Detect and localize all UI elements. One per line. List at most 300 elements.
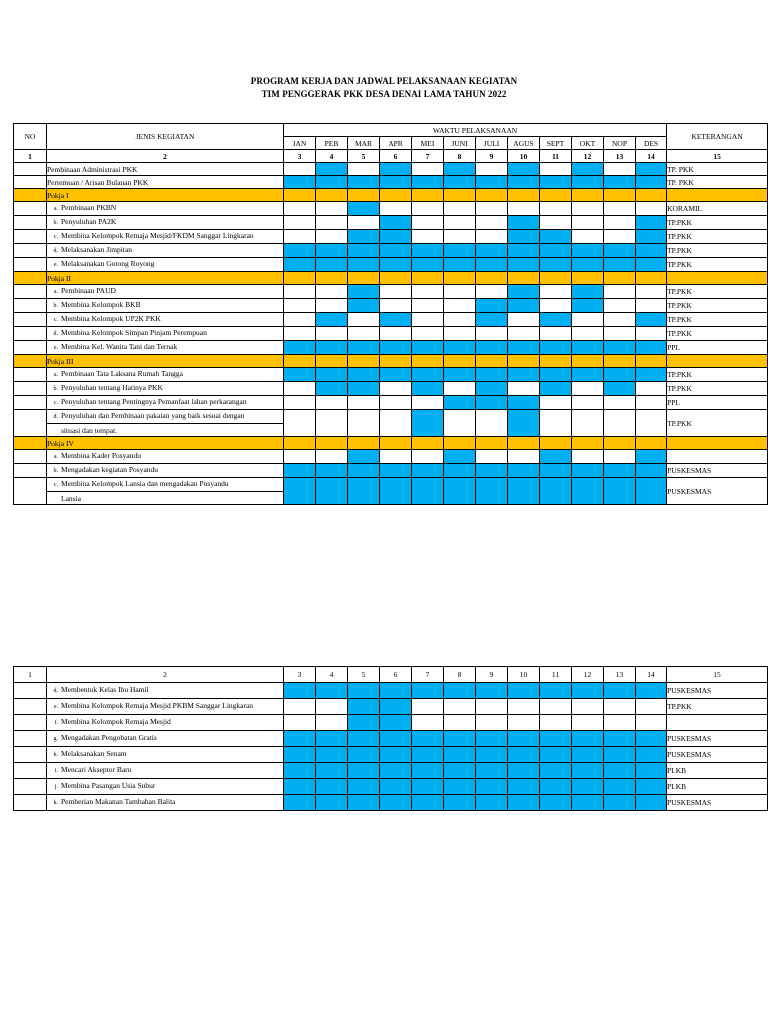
month-cell	[572, 313, 604, 327]
month-cell	[444, 450, 476, 464]
column-number: 4	[316, 150, 348, 163]
month-cell	[540, 450, 572, 464]
month-cell	[348, 464, 380, 478]
month-cell	[540, 202, 572, 216]
month-cell	[572, 779, 604, 795]
row-no	[14, 341, 47, 355]
item-letter: i.	[54, 768, 58, 774]
month-cell	[636, 779, 667, 795]
month-cell	[412, 285, 444, 299]
month-cell	[444, 464, 476, 478]
activity-name	[47, 216, 284, 230]
activity-row	[14, 747, 768, 763]
month-cell	[540, 763, 572, 779]
month-cell	[380, 410, 412, 437]
month-cell	[540, 176, 572, 189]
month-cell	[508, 202, 540, 216]
activity-name	[47, 747, 284, 763]
month-cell	[348, 410, 380, 437]
month-cell	[412, 202, 444, 216]
month-cell	[476, 258, 508, 272]
month-cell	[636, 478, 667, 505]
month-cell	[636, 410, 667, 437]
month-cell	[284, 763, 316, 779]
month-cell	[284, 163, 316, 176]
month-cell	[636, 327, 667, 341]
activity-name	[47, 731, 284, 747]
item-letter: b.	[53, 303, 58, 309]
column-number: 14	[636, 667, 667, 683]
month-cell	[508, 341, 540, 355]
month-cell	[380, 478, 412, 505]
month-cell	[348, 230, 380, 244]
month-cell	[380, 683, 412, 699]
column-number-row	[14, 150, 768, 163]
month-cell	[380, 731, 412, 747]
row-no	[14, 683, 47, 699]
month-cell	[412, 230, 444, 244]
item-letter: f.	[54, 720, 58, 726]
month-cell	[284, 747, 316, 763]
activity-row	[14, 779, 768, 795]
activity-name	[47, 244, 284, 258]
month-header: MAR	[348, 137, 380, 150]
month-cell	[572, 327, 604, 341]
month-cell	[444, 731, 476, 747]
month-cell	[284, 258, 316, 272]
month-cell	[316, 176, 348, 189]
column-number: 10	[508, 150, 540, 163]
section-fill	[348, 189, 380, 202]
section-fill	[348, 272, 380, 285]
month-cell	[476, 299, 508, 313]
keterangan: PPL	[667, 341, 768, 355]
month-cell	[316, 368, 348, 382]
month-cell	[508, 396, 540, 410]
keterangan: TP.PKK	[667, 368, 768, 382]
item-letter: a.	[53, 372, 58, 378]
month-cell	[540, 258, 572, 272]
section-fill	[604, 189, 636, 202]
item-letter: a.	[53, 289, 58, 295]
row-no	[14, 795, 47, 811]
month-cell	[348, 450, 380, 464]
row-no	[14, 230, 47, 244]
section-fill	[476, 272, 508, 285]
month-cell	[540, 368, 572, 382]
column-number: 12	[572, 667, 604, 683]
month-cell	[284, 341, 316, 355]
column-number: 11	[540, 667, 572, 683]
month-cell	[572, 731, 604, 747]
month-cell	[412, 450, 444, 464]
month-cell	[604, 176, 636, 189]
month-cell	[540, 341, 572, 355]
keterangan: PUSKESMAS	[667, 731, 768, 747]
activity-name	[47, 341, 284, 355]
month-cell	[348, 715, 380, 731]
month-cell	[508, 299, 540, 313]
row-no	[14, 313, 47, 327]
item-letter: c.	[53, 317, 58, 323]
month-cell	[316, 410, 348, 437]
month-cell	[508, 795, 540, 811]
activity-name	[47, 327, 284, 341]
keterangan: PUSKESMAS	[667, 464, 768, 478]
month-cell	[604, 683, 636, 699]
month-cell	[476, 285, 508, 299]
month-cell	[604, 779, 636, 795]
activity-name	[47, 699, 284, 715]
month-cell	[284, 410, 316, 437]
section-label: Pokja III	[47, 355, 284, 368]
month-cell	[412, 299, 444, 313]
month-cell	[540, 715, 572, 731]
month-cell	[508, 244, 540, 258]
month-cell	[412, 382, 444, 396]
month-cell	[636, 699, 667, 715]
month-cell	[636, 202, 667, 216]
schedule-table	[13, 123, 768, 505]
keterangan: PLKB	[667, 779, 768, 795]
row-no	[14, 202, 47, 216]
column-number: 6	[380, 150, 412, 163]
month-cell	[284, 478, 316, 505]
month-cell	[348, 731, 380, 747]
column-number: 6	[380, 667, 412, 683]
month-cell	[540, 396, 572, 410]
month-cell	[540, 163, 572, 176]
activity-name	[47, 410, 284, 424]
section-no	[14, 355, 47, 368]
row-no	[14, 327, 47, 341]
column-number-row	[14, 667, 768, 683]
keterangan: TP. PKK	[667, 176, 768, 189]
row-no	[14, 285, 47, 299]
section-fill	[380, 437, 412, 450]
activity-name	[47, 683, 284, 699]
month-cell	[380, 779, 412, 795]
activity-row	[14, 763, 768, 779]
month-cell	[316, 341, 348, 355]
column-number: 12	[572, 150, 604, 163]
month-cell	[444, 382, 476, 396]
month-cell	[380, 795, 412, 811]
activity-row	[14, 163, 768, 176]
month-cell	[380, 715, 412, 731]
month-cell	[508, 715, 540, 731]
item-letter: e.	[53, 345, 58, 351]
activity-row	[14, 731, 768, 747]
month-cell	[540, 230, 572, 244]
section-fill	[636, 189, 667, 202]
keterangan	[667, 715, 768, 731]
column-number: 2	[47, 150, 284, 163]
month-cell	[604, 285, 636, 299]
section-row	[14, 189, 768, 202]
section-fill	[604, 355, 636, 368]
month-cell	[572, 216, 604, 230]
activity-row	[14, 478, 768, 492]
section-fill	[412, 437, 444, 450]
month-cell	[636, 747, 667, 763]
header-jenis: JENIS KEGIATAN	[47, 124, 284, 150]
activity-row	[14, 699, 768, 715]
month-cell	[316, 747, 348, 763]
month-cell	[444, 202, 476, 216]
activity-row	[14, 368, 768, 382]
month-cell	[476, 341, 508, 355]
month-cell	[316, 299, 348, 313]
activity-row	[14, 313, 768, 327]
column-number: 13	[604, 667, 636, 683]
month-cell	[444, 230, 476, 244]
month-cell	[540, 285, 572, 299]
month-cell	[412, 763, 444, 779]
activity-text: Membina Kel. Wanita Tani dan Ternak	[61, 342, 178, 351]
activity-text: Pembinaan Administrasi PKK	[47, 164, 138, 174]
keterangan: PPL	[667, 396, 768, 410]
section-fill	[380, 272, 412, 285]
month-cell	[380, 382, 412, 396]
section-fill	[636, 272, 667, 285]
row-no	[14, 382, 47, 396]
month-cell	[412, 795, 444, 811]
activity-row	[14, 715, 768, 731]
month-cell	[508, 779, 540, 795]
keterangan: TP.PKK	[667, 285, 768, 299]
row-no	[14, 478, 47, 505]
month-cell	[572, 230, 604, 244]
item-letter: h.	[53, 752, 58, 758]
month-cell	[572, 368, 604, 382]
activity-row	[14, 258, 768, 272]
month-cell	[636, 299, 667, 313]
month-cell	[444, 341, 476, 355]
column-number: 3	[284, 150, 316, 163]
month-cell	[604, 699, 636, 715]
month-cell	[540, 795, 572, 811]
keterangan: PLKB	[667, 763, 768, 779]
month-cell	[412, 244, 444, 258]
section-fill	[476, 437, 508, 450]
section-fill	[284, 355, 316, 368]
month-header: JUNI	[444, 137, 476, 150]
schedule-table-continued	[13, 666, 768, 811]
section-fill	[508, 437, 540, 450]
month-cell	[316, 327, 348, 341]
month-cell	[540, 747, 572, 763]
item-letter: d.	[53, 688, 58, 694]
activity-row	[14, 299, 768, 313]
section-fill	[540, 272, 572, 285]
month-header: DES	[636, 137, 667, 150]
month-cell	[380, 763, 412, 779]
activity-text: Mengadakan Pengobatan Gratis	[61, 733, 157, 742]
header-row	[14, 124, 768, 137]
month-cell	[444, 795, 476, 811]
month-cell	[412, 341, 444, 355]
row-no	[14, 779, 47, 795]
month-cell	[412, 747, 444, 763]
month-cell	[604, 410, 636, 437]
month-cell	[284, 285, 316, 299]
activity-text: Membina Pasangan Usia Subur	[61, 781, 156, 790]
month-cell	[348, 747, 380, 763]
month-cell	[572, 747, 604, 763]
month-cell	[380, 163, 412, 176]
month-cell	[540, 382, 572, 396]
month-cell	[508, 176, 540, 189]
section-no	[14, 189, 47, 202]
month-cell	[604, 216, 636, 230]
month-cell	[284, 683, 316, 699]
keterangan: TP.PKK	[667, 382, 768, 396]
activity-text: Pertemuan / Arisan Bulanan PKK	[47, 177, 149, 187]
month-cell	[636, 464, 667, 478]
month-cell	[540, 313, 572, 327]
month-cell	[348, 396, 380, 410]
month-cell	[444, 299, 476, 313]
month-cell	[284, 176, 316, 189]
month-cell	[380, 176, 412, 189]
activity-text: Pembinaan PAUD	[61, 286, 116, 295]
month-cell	[380, 313, 412, 327]
column-number: 2	[47, 667, 284, 683]
row-no	[14, 715, 47, 731]
item-letter: b.	[53, 386, 58, 392]
section-fill	[380, 189, 412, 202]
month-cell	[444, 747, 476, 763]
item-letter: c.	[53, 400, 58, 406]
month-cell	[540, 779, 572, 795]
section-fill	[444, 189, 476, 202]
section-fill	[667, 189, 768, 202]
column-number: 4	[316, 667, 348, 683]
month-cell	[348, 244, 380, 258]
row-no	[14, 216, 47, 230]
month-cell	[380, 747, 412, 763]
column-number: 9	[476, 667, 508, 683]
month-cell	[604, 230, 636, 244]
month-cell	[284, 202, 316, 216]
activity-text: Pemberian Makanan Tambahan Balita	[61, 797, 176, 806]
month-cell	[572, 202, 604, 216]
month-cell	[572, 763, 604, 779]
section-fill	[604, 437, 636, 450]
month-header: NOP	[604, 137, 636, 150]
month-cell	[476, 202, 508, 216]
month-header: APR	[380, 137, 412, 150]
activity-name	[47, 313, 284, 327]
month-cell	[284, 327, 316, 341]
month-cell	[316, 763, 348, 779]
month-cell	[412, 410, 444, 437]
month-cell	[572, 450, 604, 464]
month-cell	[540, 478, 572, 505]
month-cell	[444, 368, 476, 382]
column-number: 7	[412, 667, 444, 683]
month-cell	[316, 382, 348, 396]
row-no	[14, 450, 47, 464]
month-cell	[476, 313, 508, 327]
activity-text: Membina Kelompok BKB	[61, 300, 141, 309]
activity-name-cont	[47, 424, 284, 437]
month-cell	[412, 163, 444, 176]
month-cell	[572, 795, 604, 811]
month-cell	[444, 163, 476, 176]
keterangan: TP.PKK	[667, 327, 768, 341]
month-cell	[572, 464, 604, 478]
month-cell	[412, 258, 444, 272]
month-header: MEI	[412, 137, 444, 150]
row-no	[14, 410, 47, 437]
section-fill	[444, 437, 476, 450]
month-cell	[572, 285, 604, 299]
month-cell	[636, 368, 667, 382]
month-cell	[380, 258, 412, 272]
section-fill	[508, 355, 540, 368]
section-no	[14, 272, 47, 285]
month-cell	[572, 244, 604, 258]
section-fill	[444, 272, 476, 285]
month-cell	[572, 699, 604, 715]
month-cell	[508, 699, 540, 715]
month-cell	[412, 478, 444, 505]
section-no	[14, 437, 47, 450]
month-cell	[444, 478, 476, 505]
month-cell	[604, 341, 636, 355]
month-cell	[572, 163, 604, 176]
item-letter: d.	[53, 414, 58, 420]
column-number: 5	[348, 667, 380, 683]
row-no	[14, 747, 47, 763]
activity-text: Membina Kelompok Remaja Mesjid/FKDM Sanggar Lingkaran	[61, 231, 254, 240]
item-letter: c.	[53, 482, 58, 488]
month-cell	[604, 478, 636, 505]
activity-row	[14, 230, 768, 244]
activity-text: Membina Kader Posyandu	[61, 451, 141, 460]
month-cell	[316, 244, 348, 258]
month-cell	[348, 478, 380, 505]
keterangan: TP.PKK	[667, 216, 768, 230]
activity-name-cont	[47, 492, 284, 505]
month-cell	[284, 244, 316, 258]
month-cell	[540, 410, 572, 437]
activity-row	[14, 410, 768, 424]
item-letter: d.	[53, 331, 58, 337]
month-cell	[444, 410, 476, 437]
month-cell	[636, 795, 667, 811]
month-cell	[348, 683, 380, 699]
activity-name	[47, 779, 284, 795]
column-number: 10	[508, 667, 540, 683]
header-waktu: WAKTU PELAKSANAAN	[284, 124, 667, 137]
month-cell	[412, 464, 444, 478]
month-cell	[284, 731, 316, 747]
month-cell	[476, 230, 508, 244]
activity-text: Membina Kelompok Remaja Mesjid PKBM Sanggar Lingkaran	[61, 701, 254, 710]
item-letter: d.	[53, 248, 58, 254]
month-cell	[348, 795, 380, 811]
month-cell	[284, 699, 316, 715]
month-cell	[604, 244, 636, 258]
month-cell	[476, 368, 508, 382]
month-cell	[476, 396, 508, 410]
month-cell	[284, 382, 316, 396]
activity-name	[47, 368, 284, 382]
month-cell	[572, 478, 604, 505]
